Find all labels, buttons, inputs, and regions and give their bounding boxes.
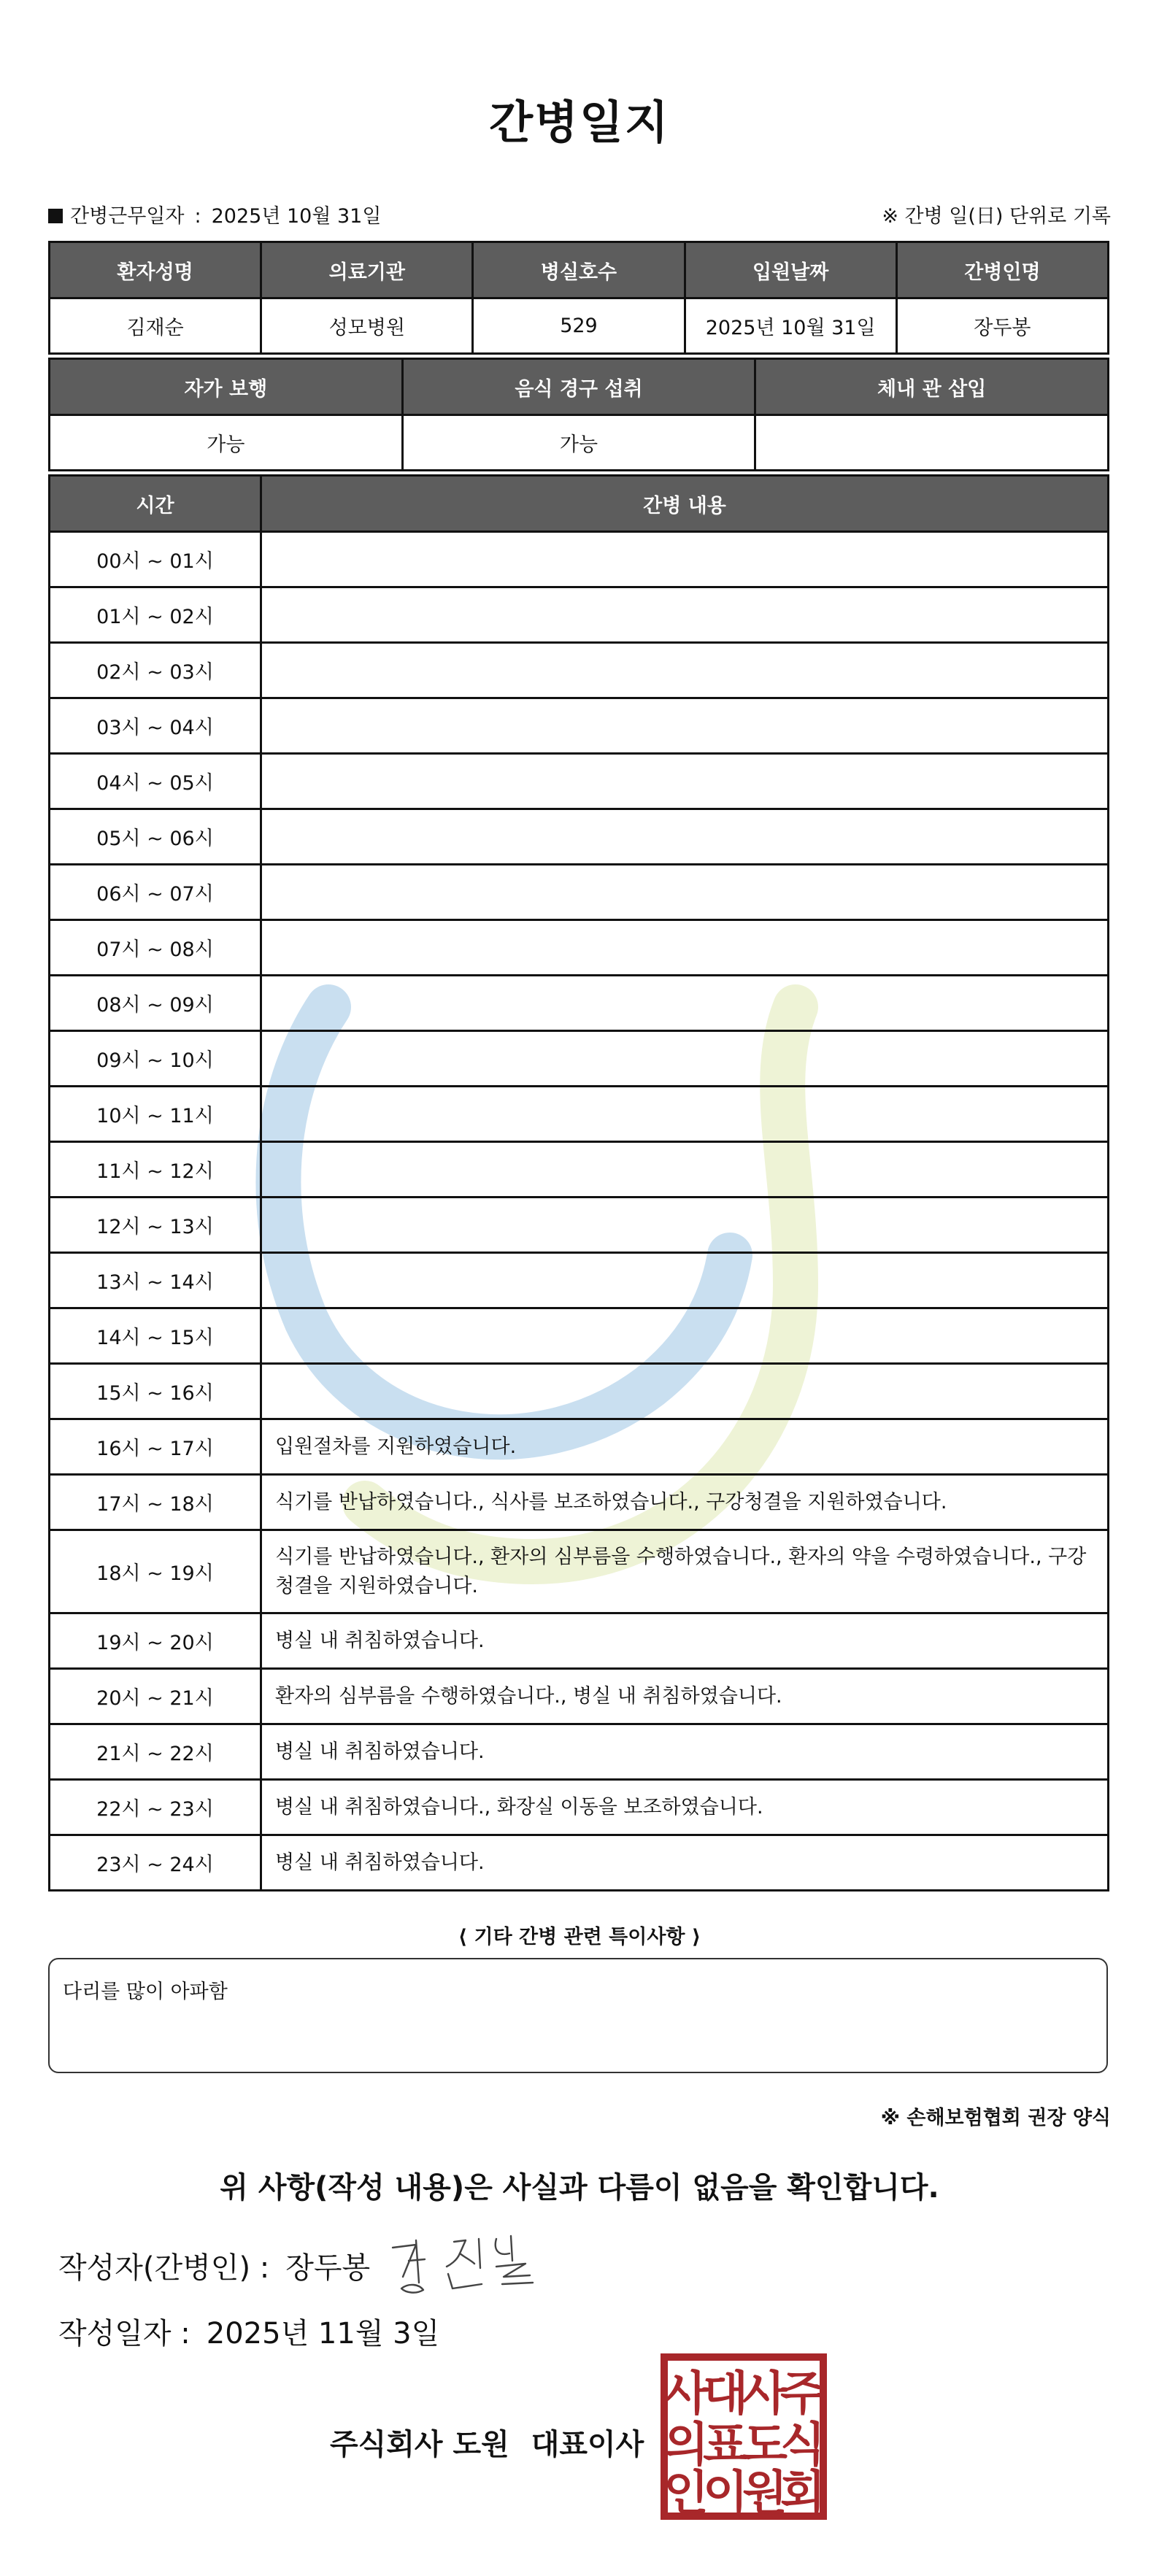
care-log-row — [50, 532, 1109, 587]
care-log-content — [261, 976, 1109, 1031]
care-log-row — [50, 587, 1109, 643]
care-log-time: 00시 ~ 01시 — [50, 532, 261, 587]
care-log-time: 21시 ~ 22시 — [50, 1724, 261, 1780]
care-log-row — [50, 1198, 1109, 1253]
patient-info-table — [48, 241, 1109, 355]
care-log-row — [50, 1530, 1109, 1613]
care-log-time: 11시 ~ 12시 — [50, 1142, 261, 1198]
care-log-time: 03시 ~ 04시 — [50, 698, 261, 754]
header-care-content: 간병 내용 — [261, 476, 1109, 532]
care-log-content — [261, 587, 1109, 643]
seal-glyph: 인 — [663, 2467, 709, 2521]
care-log-time: 01시 ~ 02시 — [50, 587, 261, 643]
care-log-row — [50, 1142, 1109, 1198]
care-log-content — [261, 754, 1109, 809]
care-log-header-row — [50, 476, 1109, 532]
handwritten-signature — [387, 2232, 540, 2297]
care-log-time: 14시 ~ 15시 — [50, 1308, 261, 1364]
care-log-time: 07시 ~ 08시 — [50, 920, 261, 976]
seal-glyph: 사 — [742, 2367, 788, 2421]
care-log-row — [50, 1031, 1109, 1087]
care-log-content: 입원절차를 지원하였습니다. — [261, 1419, 1109, 1475]
care-log-content — [261, 865, 1109, 920]
care-log-time: 18시 ~ 19시 — [50, 1530, 261, 1613]
care-log-time: 17시 ~ 18시 — [50, 1475, 261, 1530]
care-log-row — [50, 865, 1109, 920]
seal-glyph: 회 — [780, 2467, 825, 2521]
care-log-time: 16시 ~ 17시 — [50, 1419, 261, 1475]
work-date-value: 2025년 10월 31일 — [211, 205, 382, 228]
header-tube-insertion: 체내 관 삽입 — [755, 359, 1109, 415]
patient-name-value: 김재순 — [50, 298, 261, 354]
company-seal — [660, 2353, 828, 2521]
care-log-content — [261, 643, 1109, 698]
special-notes-box: 다리를 많이 아파함 — [48, 1958, 1108, 2073]
seal-glyph: 원 — [742, 2467, 788, 2521]
care-log-content — [261, 920, 1109, 976]
care-log-content: 병실 내 취침하였습니다., 화장실 이동을 보조하였습니다. — [261, 1780, 1109, 1835]
header-time: 시간 — [50, 476, 261, 532]
recommended-form-note: ※ 손해보험협회 권장 양식 — [880, 2107, 1111, 2129]
care-log-content — [261, 532, 1109, 587]
care-log-content — [261, 1198, 1109, 1253]
care-log-row — [50, 1780, 1109, 1835]
care-log-time: 15시 ~ 16시 — [50, 1364, 261, 1419]
care-log-content: 식기를 반납하였습니다., 식사를 보조하였습니다., 구강청결을 지원하였습니다. — [261, 1475, 1109, 1530]
care-log-time: 10시 ~ 11시 — [50, 1087, 261, 1142]
care-log-row — [50, 1613, 1109, 1669]
seal-glyph: 대 — [703, 2367, 748, 2421]
patient-status-table — [48, 358, 1109, 471]
patient-info-value-row — [50, 298, 1109, 354]
care-log-content — [261, 698, 1109, 754]
care-log-row — [50, 1087, 1109, 1142]
care-log-time: 02시 ~ 03시 — [50, 643, 261, 698]
oral-intake-value: 가능 — [402, 415, 755, 471]
seal-glyph: 표 — [703, 2418, 748, 2472]
care-log-row — [50, 1724, 1109, 1780]
daily-record-note: ※ 간병 일(日) 단위로 기록 — [882, 205, 1111, 228]
work-date-separator: : — [194, 205, 201, 228]
company-line — [330, 2421, 644, 2463]
self-walking-value: 가능 — [50, 415, 403, 471]
written-date-value: 2025년 11월 3일 — [206, 2317, 440, 2351]
care-log-row — [50, 1419, 1109, 1475]
company-role: 대표이사 — [531, 2428, 644, 2461]
document-title: 간병일지 — [489, 96, 670, 149]
care-log-content: 병실 내 취침하였습니다. — [261, 1835, 1109, 1891]
care-log-content — [261, 1087, 1109, 1142]
care-log-time: 20시 ~ 21시 — [50, 1669, 261, 1724]
care-log-row — [50, 754, 1109, 809]
header-caregiver-name: 간병인명 — [896, 242, 1108, 298]
care-log-time: 13시 ~ 14시 — [50, 1253, 261, 1308]
tube-insertion-value — [755, 415, 1109, 471]
header-self-walking: 자가 보행 — [50, 359, 403, 415]
care-log-content: 식기를 반납하였습니다., 환자의 심부름을 수행하였습니다., 환자의 약을 수령하였습니다., 구강청결을 지원하였습니다. — [261, 1530, 1109, 1613]
care-log-content — [261, 1308, 1109, 1364]
care-log-row — [50, 643, 1109, 698]
care-log-row — [50, 1308, 1109, 1364]
seal-glyph: 이 — [703, 2467, 748, 2521]
care-log-body — [50, 532, 1109, 1891]
admission-date-value: 2025년 10월 31일 — [685, 298, 896, 354]
company-name: 주식회사 도원 — [330, 2428, 509, 2461]
patient-status-header-row — [50, 359, 1109, 415]
care-log-row — [50, 976, 1109, 1031]
care-log-content: 병실 내 취침하였습니다. — [261, 1613, 1109, 1669]
care-log-content — [261, 809, 1109, 865]
care-log-row — [50, 1669, 1109, 1724]
care-log-content — [261, 1364, 1109, 1419]
care-log-row — [50, 920, 1109, 976]
care-log-row — [50, 1475, 1109, 1530]
caregiver-name-value: 장두봉 — [896, 298, 1108, 354]
writer-line — [58, 2245, 370, 2286]
writer-name: 장두봉 — [285, 2251, 371, 2285]
work-date-line — [48, 200, 381, 228]
written-date-label: 작성일자 : — [58, 2317, 190, 2351]
care-log-row — [50, 1364, 1109, 1419]
care-log-time: 12시 ~ 13시 — [50, 1198, 261, 1253]
care-log-content — [261, 1031, 1109, 1087]
room-number-value: 529 — [473, 298, 685, 354]
care-log-time: 22시 ~ 23시 — [50, 1780, 261, 1835]
care-log-time: 23시 ~ 24시 — [50, 1835, 261, 1891]
writer-label: 작성자(간병인) : — [58, 2251, 270, 2285]
seal-glyph: 의 — [663, 2418, 709, 2472]
hospital-value: 성모병원 — [261, 298, 473, 354]
header-room-number: 병실호수 — [473, 242, 685, 298]
header-admission-date: 입원날짜 — [685, 242, 896, 298]
header-hospital: 의료기관 — [261, 242, 473, 298]
seal-glyph: 주 — [780, 2367, 825, 2421]
patient-info-header-row — [50, 242, 1109, 298]
square-bullet-icon — [48, 209, 63, 223]
care-log-content: 병실 내 취침하였습니다. — [261, 1724, 1109, 1780]
confirmation-statement: 위 사항(작성 내용)은 사실과 다름이 없음을 확인합니다. — [220, 2171, 939, 2205]
care-log-time: 06시 ~ 07시 — [50, 865, 261, 920]
care-log-row — [50, 809, 1109, 865]
care-log-content: 환자의 심부름을 수행하였습니다., 병실 내 취침하였습니다. — [261, 1669, 1109, 1724]
care-log-row — [50, 698, 1109, 754]
care-log-content — [261, 1253, 1109, 1308]
care-log-time: 08시 ~ 09시 — [50, 976, 261, 1031]
care-log-time: 05시 ~ 06시 — [50, 809, 261, 865]
seal-glyph: 사 — [663, 2367, 709, 2421]
header-patient-name: 환자성명 — [50, 242, 261, 298]
care-log-time: 09시 ~ 10시 — [50, 1031, 261, 1087]
care-log-content — [261, 1142, 1109, 1198]
care-log-time: 19시 ~ 20시 — [50, 1613, 261, 1669]
care-log-time: 04시 ~ 05시 — [50, 754, 261, 809]
care-log-row — [50, 1835, 1109, 1891]
work-date-label: 간병근무일자 — [70, 205, 185, 228]
care-log-row — [50, 1253, 1109, 1308]
seal-glyph: 도 — [742, 2418, 788, 2472]
special-notes-label: ⟨ 기타 간병 관련 특이사항 ⟩ — [458, 1926, 701, 1948]
patient-status-value-row — [50, 415, 1109, 471]
written-date-line — [58, 2310, 439, 2352]
header-oral-intake: 음식 경구 섭취 — [402, 359, 755, 415]
hourly-care-log-table — [48, 474, 1109, 1891]
seal-glyph: 식 — [780, 2418, 825, 2472]
